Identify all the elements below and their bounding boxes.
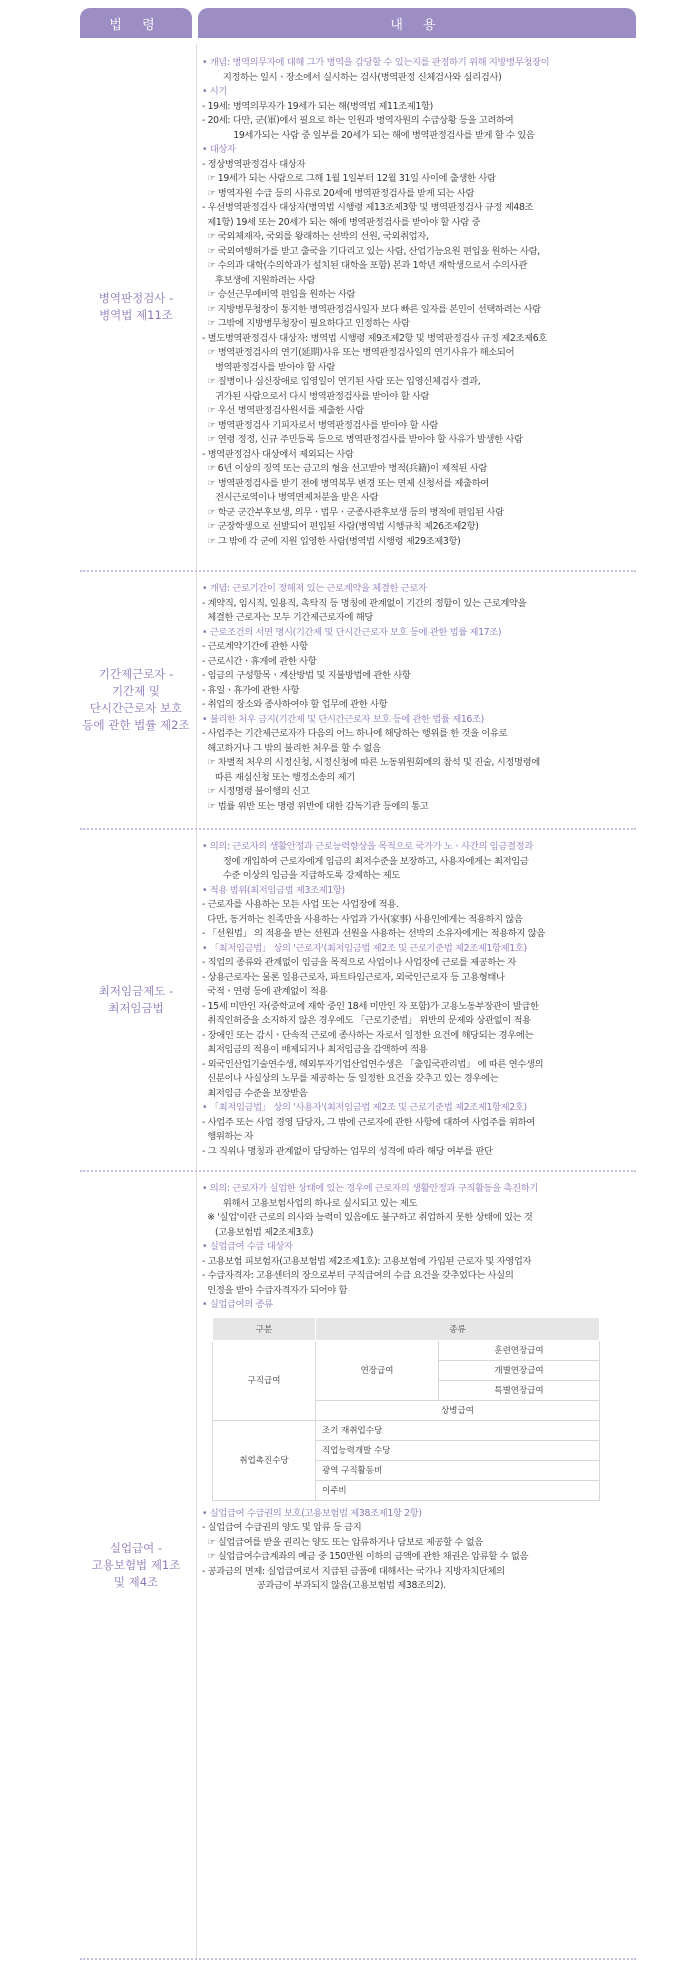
content-line: ☞ 시정명령 불이행의 신고: [202, 786, 310, 797]
content-line: - 근로시간ㆍ휴게에 관한 사항: [202, 655, 317, 667]
content-line: ☞ 승선근무예비역 편입을 원하는 사람: [202, 289, 356, 300]
law-line: 최저임금제도 -: [98, 984, 174, 998]
content-cell: [202, 572, 632, 814]
content-line: • 개념: 병역의무자에 대해 그가 병역을 감당할 수 있는지를 판정하기 위해 지방병무청장이: [202, 57, 550, 68]
content-cell: [202, 1172, 632, 1594]
content-line: • 「최저임금법」 상의 '사용자'(최저임금법 제2조 및 근로기준법 제2조제1항제2호): [202, 1102, 527, 1113]
content-block-top: [202, 1182, 632, 1313]
content-line: - 공과금의 면제: 실업급여로서 지급된 금품에 대해서는 국가나 지방자치단체의: [202, 1565, 505, 1577]
content-line: - 15세 미만인 자(중학교에 재학 중인 18세 미만인 자 포함)가 고용노동부장관이 발급한: [202, 1000, 539, 1012]
content-line: 병역판정검사를 받아야 할 사람: [202, 361, 336, 373]
content-line: • 근로조건의 서면 명시(기간제 및 단시간근로자 보호 등에 관한 법률 제17조): [202, 626, 502, 638]
content-line: • 실업급여 수급 대상자: [202, 1241, 293, 1252]
content-line: - 정상병역판정검사 대상자: [202, 158, 306, 170]
column-divider: [196, 572, 197, 828]
content-line: ☞ 19세가 되는 사람으로 그해 1월 1일부터 12월 31일 사이에 출생한 사람: [202, 173, 496, 184]
content-line: - 수급자격자: 고용센터의 장으로부터 구직급여의 수급 요건을 갖추었다는 사실의: [202, 1270, 514, 1281]
content-line: 국적ㆍ연령 등에 관계없이 적용: [202, 986, 328, 997]
content-line: ☞ 법률 위반 또는 명령 위반에 대한 감독기관 등에의 통고: [202, 800, 429, 812]
content-line: • 실업급여 수급권의 보호(고용보험법 제38조제1항 2항): [202, 1507, 422, 1519]
content-line: - 병역판정검사 대상에서 제외되는 사람: [202, 448, 354, 460]
content-line: 행위하는 자: [202, 1131, 253, 1142]
content-line: ☞ 병역판정검사의 연기(延期)사유 또는 병역판정검사일의 연기사유가 해소되어: [202, 347, 515, 358]
law-cell: [80, 44, 192, 570]
content-line: • 불리한 처우 금지(기간제 및 단시간근로자 보호 등에 관한 법률 제16조): [202, 713, 484, 725]
content-line: 귀가된 사람으로서 다시 병역판정검사를 받아야 할 사람: [202, 390, 430, 402]
table-header: 구분: [213, 1317, 316, 1340]
content-line: • 시기: [202, 86, 228, 97]
content-line: 취직인허증을 소지하지 않은 경우에도 「근로기준법」 위반의 문제와 상관없이 적용: [202, 1015, 531, 1026]
content-block-bottom: [202, 1507, 632, 1594]
content-cell: [202, 44, 632, 549]
content-line: 최저임금의 적용이 배제되거나 최저임금을 감액하여 적용: [202, 1044, 428, 1055]
row-military-exam: [80, 44, 636, 572]
content-line: ☞ 수의과 대학(수의학과가 설치된 대학을 포함) 본과 1학년 재학생으로서 수의사관: [202, 260, 527, 271]
content-line: 위해서 고용보험사업의 하나로 실시되고 있는 제도: [202, 1197, 418, 1209]
content-cell: [202, 830, 632, 1159]
table-header: 종류: [316, 1317, 600, 1340]
content-line: 체결한 근로자는 모두 기간제근로자에 해당: [202, 612, 373, 623]
table-cell: 조기 재취업수당: [316, 1420, 600, 1440]
content-line: 지정하는 일시ㆍ장소에서 실시하는 검사(병역판정 신체검사와 심리검사): [202, 71, 502, 83]
table-cell: 직업능력개발 수당: [316, 1440, 600, 1460]
row-unemployment-benefit: [80, 1172, 636, 1960]
content-line: ☞ 군장학생으로 선발되어 편입된 사람(병역법 시행규칙 제26조제2항): [202, 521, 479, 532]
content-line: - 휴일ㆍ휴가에 관한 사항: [202, 684, 300, 696]
content-line: 19세가되는 사람 중 일부를 20세가 되는 해에 병역판정검사를 받게 할 수 있음: [202, 129, 535, 141]
content-line: ☞ 국외체재자, 국외를 왕래하는 선박의 선원, 국외취업자,: [202, 231, 429, 242]
law-line: 기간제 및: [111, 684, 161, 698]
content-line: ☞ 그 밖에 각 군에 지원 입영한 사람(병역법 시행령 제29조제3항): [202, 535, 461, 547]
content-line: 신분이나 사실상의 노무를 제공하는 등 일정한 요건을 갖추고 있는 경우에는: [202, 1073, 499, 1084]
content-line: ☞ 병역판정검사 기피자로서 병역판정검사를 받아야 할 사람: [202, 419, 438, 431]
content-line: ☞ 6년 이상의 징역 또는 금고의 형을 선고받아 병적(兵籍)이 제적된 사람: [202, 463, 488, 474]
law-cell: [80, 830, 192, 1170]
content-line: 후보생에 지원하려는 사람: [202, 274, 316, 286]
content-line: 전시근로역이나 병역면제처분을 받은 사람: [202, 492, 379, 503]
law-line: 단시간근로자 보호: [89, 701, 183, 715]
content-line: 제1항) 19세 또는 20세가 되는 해에 병역판정검사를 받아야 할 사람 중: [202, 216, 481, 228]
content-line: 최저임금 수준을 보장받음: [202, 1087, 308, 1099]
content-line: ☞ 차별적 처우의 시정신청, 시정신청에 따른 노동위원회에의 참석 및 진술, 시정명령에: [202, 757, 540, 768]
content-line: • 의의: 근로자가 실업한 상태에 있는 경우에 근로자의 생활안정과 구직활동을 촉진하기: [202, 1183, 539, 1194]
content-line: - 고용보험 피보험자(고용보험법 제2조제1호): 고용보험에 가입된 근로자 및 자영업자: [202, 1255, 532, 1267]
content-line: 공과금이 부과되지 않음(고용보험법 제38조의2).: [202, 1580, 446, 1591]
content-line: - 직업의 종류와 관계없이 임금을 목적으로 사업이나 사업장에 근로를 제공하는 자: [202, 957, 516, 968]
content-line: ☞ 그밖에 지방병무청장이 필요하다고 인정하는 사람: [202, 318, 410, 329]
content-line: ☞ 국외여행허가를 받고 출국을 기다리고 있는 사람, 산업기능요원 편입을 원하는 사람,: [202, 245, 540, 257]
law-line: 고용보험법 제1조: [91, 1557, 181, 1572]
table-cell-sickness: 상병급여: [316, 1400, 600, 1420]
table-cell: 특별연장급여: [439, 1380, 600, 1400]
content-line: 다만, 동거하는 친족만을 사용하는 사업과 가사(家事) 사용인에게는 적용하지 않음: [202, 913, 523, 925]
content-line: - 별도병역판정검사 대상자: 병역법 시행령 제9조제2항 및 병역판정검사 규정 제2조제6호: [202, 332, 547, 344]
header-content: 내 용: [198, 8, 636, 38]
content-line: - 근로계약기간에 관한 사항: [202, 641, 308, 652]
table-cell: 개별연장급여: [439, 1360, 600, 1380]
content-line: • 대상자: [202, 144, 236, 155]
content-line: - 19세: 병역의무자가 19세가 되는 해(병역법 제11조제1항): [202, 100, 433, 112]
content-line: ☞ 우선 병역판정검사원서를 제출한 사람: [202, 405, 364, 416]
content-line: - 상용근로자는 물론 일용근로자, 파트타임근로자, 외국인근로자 등 고용형태나: [202, 971, 505, 983]
row-fixed-term-worker: [80, 572, 636, 830]
content-line: - 임금의 구성항목ㆍ계산방법 및 지불방법에 관한 사항: [202, 670, 411, 681]
content-line: - 「선원법」 의 적용을 받는 선원과 선원을 사용하는 선박의 소유자에게는 적용하지 않음: [202, 928, 546, 939]
header-law: 법 령: [80, 8, 192, 38]
content-line: ☞ 지방병무청장이 통지한 병역판정검사일자 보다 빠른 일자를 본인이 선택하려는 사람: [202, 303, 541, 315]
content-line: - 사업주 또는 사업 경영 담당자, 그 밖에 근로자에 관한 사항에 대하여 사업주를 위하여: [202, 1116, 535, 1128]
column-divider: [196, 1172, 197, 1958]
table-cell-job-search: 구직급여: [213, 1340, 316, 1420]
content-line: - 20세: 다만, 군(軍)에서 필요로 하는 인원과 병역자원의 수급상황 등을 고려하여: [202, 115, 514, 126]
law-line: 및 제4조: [113, 1574, 159, 1589]
content-line: ☞ 병역자원 수급 등의 사유로 20세에 병역판정검사를 받게 되는 사람: [202, 187, 475, 199]
content-line: - 계약직, 임시직, 일용직, 촉탁직 등 명칭에 관계없이 기간의 정함이 있는 근로계약을: [202, 597, 527, 609]
column-divider: [196, 830, 197, 1170]
content-line: ☞ 병역판정검사를 받기 전에 병역복무 변경 또는 면제 신청서를 제출하여: [202, 477, 489, 489]
content-line: - 근로자를 사용하는 모든 사업 또는 사업장에 적용.: [202, 899, 399, 910]
content-line: 수준 이상의 임금을 지급하도록 강제하는 제도: [202, 870, 400, 881]
content-line: • 「최저임금법」 상의 '근로자'(최저임금법 제2조 및 근로기준법 제2조제1항제1호): [202, 942, 527, 954]
content-line: ※ '실업'이란 근로의 의사와 능력이 있음에도 불구하고 취업하지 못한 상태에 있는 것: [202, 1212, 533, 1223]
content-line: ☞ 질병이나 심신장애로 입영일이 연기된 사람 또는 입영신체검사 결과,: [202, 376, 481, 387]
content-line: - 우선병역판정검사 대상자(병역법 시행령 제13조제3항 및 병역판정검사 규정 제48조: [202, 202, 534, 213]
content-line: ☞ 실업급여를 받을 권리는 양도 또는 압류하거나 담보로 제공할 수 없음: [202, 1536, 483, 1548]
table-cell: 광역 구직활동비: [316, 1460, 600, 1480]
law-cell: [80, 1172, 192, 1958]
table-cell-promotion: 취업촉진수당: [213, 1420, 316, 1500]
content-line: - 장애인 또는 감시ㆍ단속적 근로에 종사하는 자로서 일정한 요건에 해당되는 경우에는: [202, 1029, 534, 1041]
content-line: - 사업주는 기간제근로자가 다음의 어느 하나에 해당하는 행위를 한 것을 이유로: [202, 728, 508, 739]
content-line: • 적용 범위(최저임금법 제3조제1항): [202, 884, 345, 896]
content-line: • 의의: 근로자의 생활안정과 근로능력향상을 목적으로 국가가 노ㆍ사간의 임금결정과: [202, 841, 533, 852]
content-line: ☞ 연령 정정, 신규 주민등록 등으로 병역판정검사를 받아야 할 사유가 발생한 사람: [202, 434, 523, 445]
content-line: 따른 재심신청 또는 행정소송의 제기: [202, 771, 355, 783]
table-cell: 이주비: [316, 1480, 600, 1500]
law-line: 최저임금법: [108, 1001, 164, 1015]
law-line: 등에 관한 법률 제2조: [82, 718, 190, 732]
table-cell: 훈련연장급여: [439, 1340, 600, 1360]
benefit-types-table: [212, 1317, 600, 1501]
content-line: 인정을 받아 수급자격자가 되어야 함: [202, 1284, 348, 1296]
column-divider: [196, 44, 197, 570]
content-line: • 개념: 근로기간이 정해져 있는 근로계약을 체결한 근로자: [202, 583, 427, 594]
content-line: - 실업급여 수급권의 양도 및 압류 등 금지: [202, 1522, 362, 1533]
content-line: (고용보험법 제2조제3호): [202, 1226, 313, 1238]
content-line: - 외국인산업기술연수생, 해외투자기업산업연수생은 「출입국관리법」 에 따른 연수생의: [202, 1058, 544, 1070]
law-cell: [80, 572, 192, 828]
content-line: - 취업의 장소와 종사하여야 할 업무에 관한 사항: [202, 699, 388, 710]
content-line: • 실업급여의 종류: [202, 1299, 273, 1310]
content-line: ☞ 실업급여수급계좌의 예금 중 150만원 이하의 금액에 관한 채권은 압류할 수 없음: [202, 1551, 529, 1562]
law-line: 병역판정검사 -: [98, 291, 174, 305]
row-minimum-wage: [80, 830, 636, 1172]
content-line: 해고하거나 그 밖의 불리한 처우를 할 수 없음: [202, 742, 381, 754]
law-line: 기간제근로자 -: [98, 667, 174, 681]
content-line: 정에 개입하여 근로자에게 임금의 최저수준을 보장하고, 사용자에게는 최저임금: [202, 855, 529, 867]
law-line: 실업급여 -: [109, 1540, 163, 1555]
table-cell-extended: 연장급여: [316, 1340, 439, 1400]
law-line: 병역법 제11조: [99, 308, 173, 322]
content-line: ☞ 학군 군간부후보생, 의무ㆍ법무ㆍ군종사관후보생 등의 병적에 편입된 사람: [202, 506, 504, 518]
content-line: - 그 직위나 명칭과 관계없이 담당하는 업무의 성격에 따라 해당 여부를 판단: [202, 1145, 493, 1157]
